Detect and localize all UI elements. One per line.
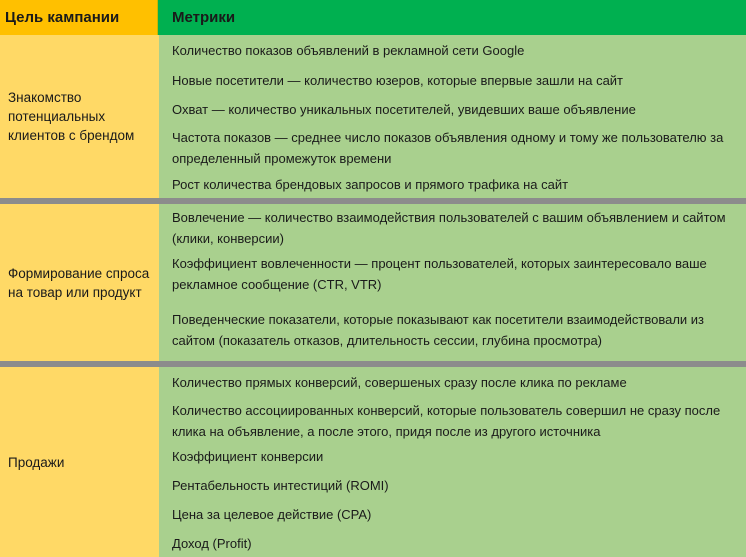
- section-sales: [0, 367, 746, 557]
- metric-item: Коэффициент вовлеченности — процент пользователей, которых заинтересовало ваше рекламное сообщение (CTR, VTR): [172, 256, 707, 292]
- header-goal: Цель кампании: [0, 0, 158, 35]
- metrics-cell: [159, 35, 746, 198]
- metric-item: Вовлечение — количество взаимодействия пользователей с вашим объявлением и сайтом (клики, конверсии): [172, 210, 726, 246]
- header-metrics: Метрики: [158, 0, 746, 35]
- goal-cell: Формирование спроса на товар или продукт: [0, 204, 159, 361]
- goal-cell: Знакомство потенциальных клиентов с брендом: [0, 35, 159, 198]
- section-demand: [0, 204, 746, 361]
- table-header: [0, 0, 746, 35]
- metrics-cell: [159, 367, 746, 557]
- metric-item: Частота показов — среднее число показов объявления одному и тому же пользователю за определенный промежуток времени: [172, 130, 724, 166]
- metric-item: Рентабельность интестиций (ROMI): [172, 478, 389, 493]
- metric-item: Цена за целевое действие (CPA): [172, 507, 372, 522]
- metric-item: Количество ассоциированных конверсий, которые пользователь совершил не сразу после клика на объявление, а после этого, придя после из другого источника: [172, 403, 721, 439]
- metric-item: Коэффициент конверсии: [172, 449, 324, 464]
- metric-item: Поведенческие показатели, которые показывают как посетители взаимодействовали из сайтом (показатель отказов, длительность сессии, глубина просмотра): [172, 312, 704, 348]
- metric-item: Доход (Profit): [172, 536, 252, 551]
- section-awareness: [0, 35, 746, 198]
- metric-item: Новые посетители — количество юзеров, которые впервые зашли на сайт: [172, 73, 624, 88]
- metric-item: Количество прямых конверсий, совершеных сразу после клика по рекламе: [172, 375, 627, 390]
- goal-cell: Продажи: [0, 367, 159, 557]
- metric-item: Количество показов объявлений в рекламной сети Google: [172, 43, 525, 58]
- metric-item: Рост количества брендовых запросов и прямого трафика на сайт: [172, 177, 569, 192]
- metrics-cell: [159, 204, 746, 361]
- metric-item: Охват — количество уникальных посетителей, увидевших ваше объявление: [172, 102, 636, 117]
